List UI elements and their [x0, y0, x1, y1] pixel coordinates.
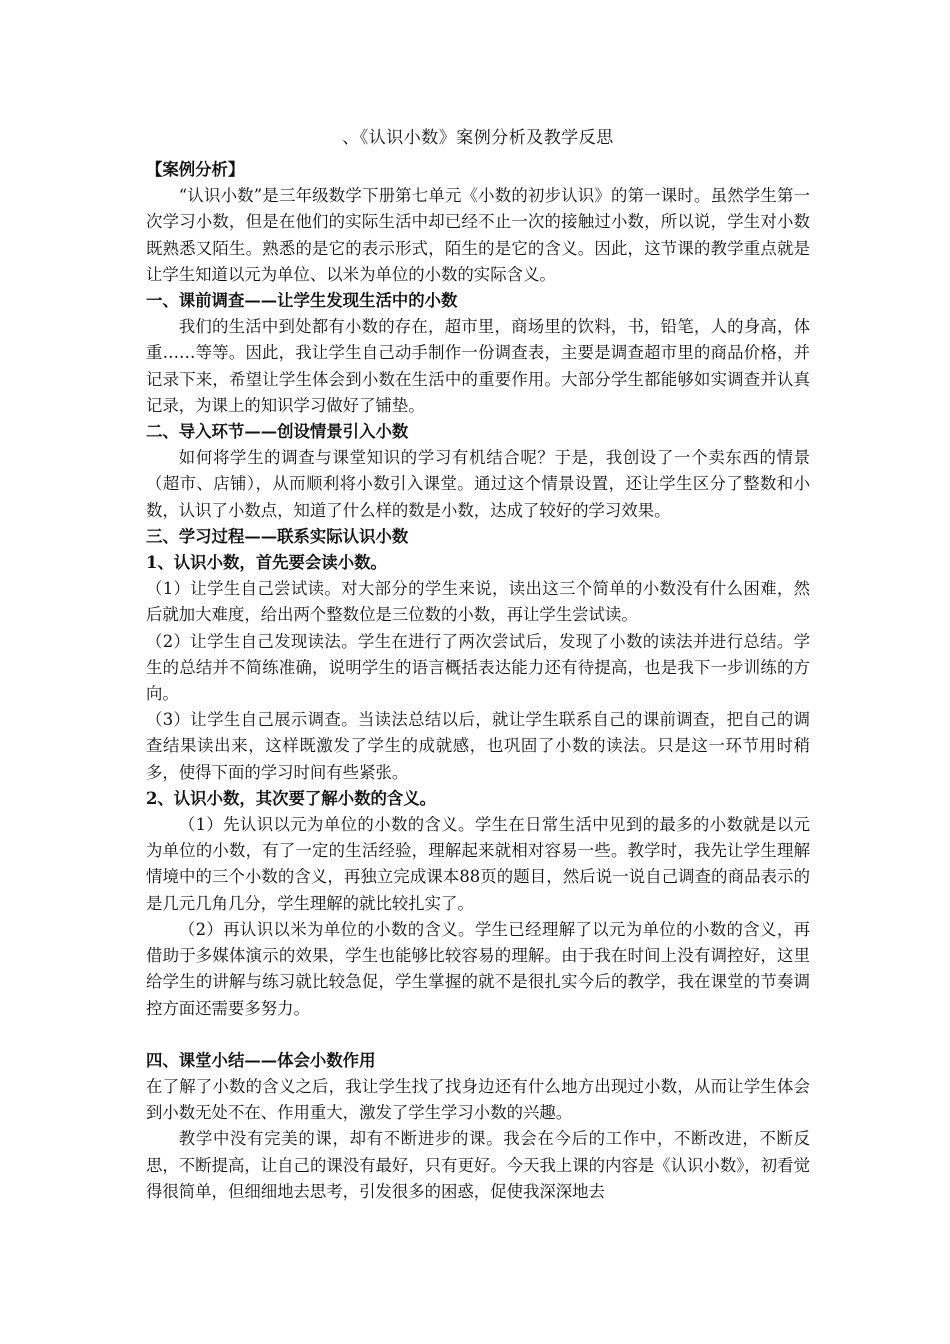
- intro-paragraph: “认识小数”是三年级数学下册第七单元《小数的初步认识》的第一课时。虽然学生第一次学习小数，但是在他们的实际生活中却已经不止一次的接触过小数，所以说，学生对小数既熟悉又陌生。熟悉的是它的表示形式，陌生的是它的含义。因此，这节课的教学重点就是让学生知道以元为单位、以米为单位的小数的实际含义。: [146, 186, 810, 284]
- subsection2-heading: 2、认识小数，其次要了解小数的含义。: [146, 788, 437, 808]
- subsection1-item2: （2）让学生自己发现读法。学生在进行了两次尝试后，发现了小数的读法并进行总结。学生的总结并不简练准确，说明学生的语言概括表达能力还有待提高，也是我下一步训练的方向。: [146, 631, 810, 704]
- section1-heading: 一、课前调查——让学生发现生活中的小数: [146, 291, 458, 311]
- section4-heading: 四、课堂小结——体会小数作用: [146, 1050, 376, 1070]
- section1-paragraph: 我们的生活中到处都有小数的存在，超市里，商场里的饮料，书，铅笔，人的身高，体重……等等。因此，我让学生自己动手制作一份调查表，主要是调查超市里的商品价格，并记录下来，希望让学生体会到小数在生活中的重要作用。大部分学生都能够如实调查并认真记录，为课上的知识学习做好了铺垫。: [146, 317, 810, 415]
- reflection-paragraph: 教学中没有完美的课，却有不断进步的课。我会在今后的工作中，不断改进，不断反思，不断提高，让自己的课没有最好，只有更好。今天我上课的内容是《认识小数》，初看觉得很简单，但细细地去思考，引发很多的困惑，促使我深深地去: [146, 1129, 810, 1201]
- subsection2-item2: （2）再认识以米为单位的小数的含义。学生已经理解了以元为单位的小数的含义，再借助于多媒体演示的效果，学生也能够比较容易的理解。由于我在时间上没有调控好，这里给学生的讲解与练习就比较急促，学生掌握的就不是很扎实今后的教学，我在课堂的节奏调控方面还需要多努力。: [146, 919, 810, 1018]
- document-title: 、《认识小数》案例分析及教学反思: [342, 128, 614, 148]
- subsection1-item3: （3）让学生自己展示调查。当读法总结以后，就让学生联系自己的课前调查，把自己的调查结果读出来，这样既激发了学生的成就感，也巩固了小数的读法。只是这一环节用时稍多，使得下面的学习时间有些紧张。: [146, 710, 810, 782]
- subsection2-item1: （1）先认识以元为单位的小数的含义。学生在日常生活中见到的最多的小数就是以元为单位的小数，有了一定的生活经验，理解起来就相对容易一些。教学时，我先让学生理解情境中的三个小数的含义，再独立完成课本88页的题目，然后说一说自己调查的商品表示的是几元几角几分，学生理解的就比较扎实了。: [146, 815, 810, 913]
- subsection1-heading: 1、认识小数，首先要会读小数。: [146, 553, 387, 573]
- section2-paragraph: 如何将学生的调查与课堂知识的学习有机结合呢？于是，我创设了一个卖东西的情景（超市、店铺），从而顺利将小数引入课堂。通过这个情景设置，还让学生区分了整数和小数，认识了小数点，知道了什么样的数是小数，达成了较好的学习效果。: [146, 448, 810, 520]
- subsection1-item1: （1）让学生自己尝试读。对大部分的学生来说，读出这三个简单的小数没有什么困难，然后就加大难度，给出两个整数位是三位数的小数，再让学生尝试读。: [146, 579, 810, 625]
- section2-heading: 二、导入环节——创设情景引入小数: [146, 422, 409, 442]
- blank-line: [146, 1022, 810, 1048]
- document-body: [146, 157, 810, 1205]
- section3-heading: 三、学习过程——联系实际认识小数: [146, 526, 409, 546]
- section4-paragraph: 在了解了小数的含义之后，我让学生找了找身边还有什么地方出现过小数，从而让学生体会到小数无处不在、作用重大，激发了学生学习小数的兴趣。: [146, 1076, 810, 1123]
- case-analysis-heading: 【案例分析】: [146, 160, 245, 179]
